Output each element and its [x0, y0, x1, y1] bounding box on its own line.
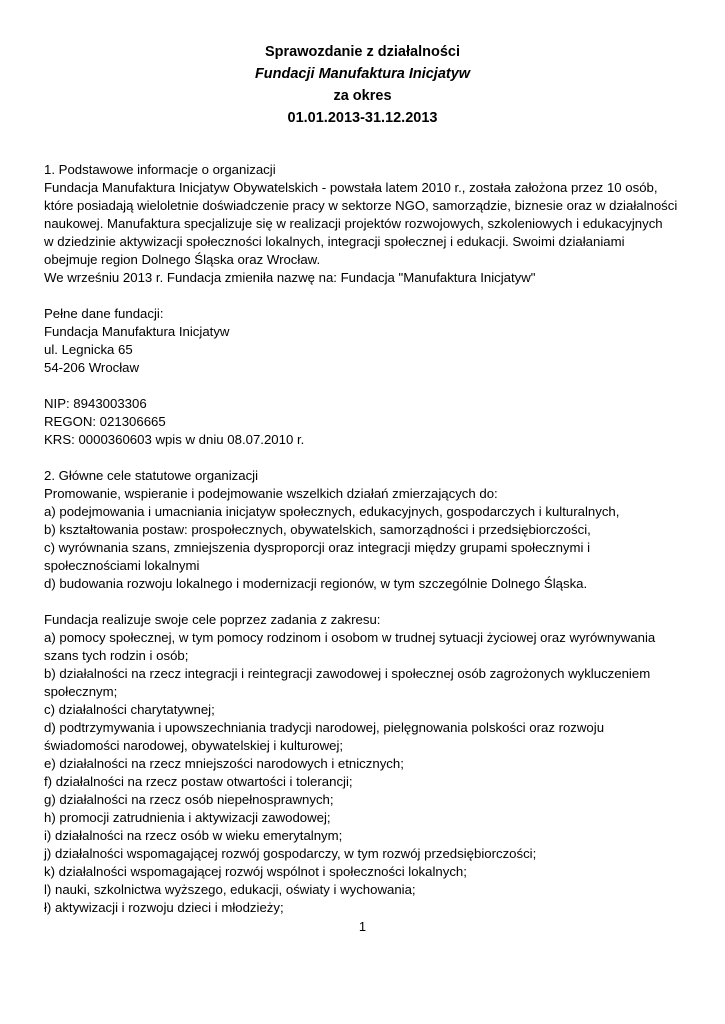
spacer — [44, 449, 694, 467]
task-line: d) podtrzymywania i upowszechniania tradycji narodowej, pielęgnowania polskości oraz rozwoju — [44, 720, 605, 735]
title-line-1: Sprawozdanie z działalności — [265, 44, 460, 60]
task-line: k) działalności wspomagającej rozwój wspólnot i społeczności lokalnych; — [44, 864, 467, 879]
spacer — [44, 287, 694, 305]
task-line: f) działalności na rzecz postaw otwartości i tolerancji; — [44, 774, 353, 789]
task-line: j) działalności wspomagającej rozwój gospodarczy, w tym rozwój przedsiębiorczości; — [44, 846, 537, 861]
spacer — [44, 377, 694, 395]
task-line: ł) aktywizacji i rozwoju dzieci i młodzieży; — [44, 900, 284, 915]
task-line: społecznym; — [44, 684, 118, 699]
tasks-intro: Fundacja realizuje swoje cele poprzez zadania z zakresu: — [44, 612, 381, 627]
registry-line-nip: NIP: 8943003306 — [44, 396, 147, 411]
task-line: l) nauki, szkolnictwa wyższego, edukacji, oświaty i wychowania; — [44, 882, 416, 897]
section-1-heading: 1. Podstawowe informacje o organizacji — [44, 162, 276, 177]
task-line: świadomości narodowej, obywatelskiej i kulturowej; — [44, 738, 344, 753]
address-line: 54-206 Wrocław — [44, 360, 140, 375]
paragraph-line: obejmuje region Dolnego Śląska oraz Wrocław. — [44, 252, 321, 267]
page-number: 1 — [358, 919, 367, 934]
task-line: szans tych rodzin i osób; — [44, 648, 189, 663]
task-line: h) promocji zatrudnienia i aktywizacji zawodowej; — [44, 810, 331, 825]
goal-line: b) kształtowania postaw: prospołecznych, obywatelskich, samorządności i przedsiębiorczości, — [44, 522, 591, 537]
task-line: a) pomocy społecznej, w tym pomocy rodzinom i osobom w trudnej sytuacji życiowej oraz wyrównywania — [44, 630, 656, 645]
spacer — [44, 593, 694, 611]
task-line: b) działalności na rzecz integracji i reintegracji zawodowej i społecznej osób zagrożonych wykluczeniem — [44, 666, 651, 681]
address-line: Fundacja Manufaktura Inicjatyw — [44, 324, 230, 339]
address-line: ul. Legnicka 65 — [44, 342, 133, 357]
task-line: c) działalności charytatywnej; — [44, 702, 215, 717]
registry-line-regon: REGON: 021306665 — [44, 414, 166, 429]
goal-line: d) budowania rozwoju lokalnego i modernizacji regionów, w tym szczególnie Dolnego Śląska. — [44, 576, 588, 591]
document-body — [44, 161, 694, 917]
goal-line: a) podejmowania i umacniania inicjatyw społecznych, edukacyjnych, gospodarczych i kulturalnych, — [44, 504, 620, 519]
address-heading: Pełne dane fundacji: — [44, 306, 164, 321]
goal-line: społecznościami lokalnymi — [44, 558, 200, 573]
report-title — [0, 41, 725, 129]
title-line-4: 01.01.2013-31.12.2013 — [287, 110, 438, 126]
goals-intro: Promowanie, wspieranie i podejmowanie wszelkich działań zmierzających do: — [44, 486, 498, 501]
task-line: g) działalności na rzecz osób niepełnosprawnych; — [44, 792, 334, 807]
task-line: i) działalności na rzecz osób w wieku emerytalnym; — [44, 828, 343, 843]
paragraph-line: We wrześniu 2013 r. Fundacja zmieniła nazwę na: Fundacja "Manufaktura Inicjatyw" — [44, 270, 536, 285]
title-line-3: za okres — [333, 88, 392, 104]
paragraph-line: Fundacja Manufaktura Inicjatyw Obywatelskich - powstała latem 2010 r., została założona przez 10 osób, — [44, 180, 658, 195]
paragraph-line: które posiadają wieloletnie doświadczenie pracy w sektorze NGO, samorządzie, biznesie oraz w działalności — [44, 198, 678, 213]
paragraph-line: naukowej. Manufaktura specjalizuje się w realizacji projektów rozwojowych, szkoleniowych i edukacyjnych — [44, 216, 663, 231]
registry-line-krs: KRS: 0000360603 wpis w dniu 08.07.2010 r. — [44, 432, 305, 447]
section-2-heading: 2. Główne cele statutowe organizacji — [44, 468, 259, 483]
task-line: e) działalności na rzecz mniejszości narodowych i etnicznych; — [44, 756, 404, 771]
paragraph-line: w dziedzinie aktywizacji społeczności lokalnych, integracji społecznej i edukacji. Swoimi działaniami — [44, 234, 625, 249]
goal-line: c) wyrównania szans, zmniejszenia dysproporcji oraz integracji między grupami społecznymi i — [44, 540, 591, 555]
title-line-2: Fundacji Manufaktura Inicjatyw — [254, 66, 471, 82]
